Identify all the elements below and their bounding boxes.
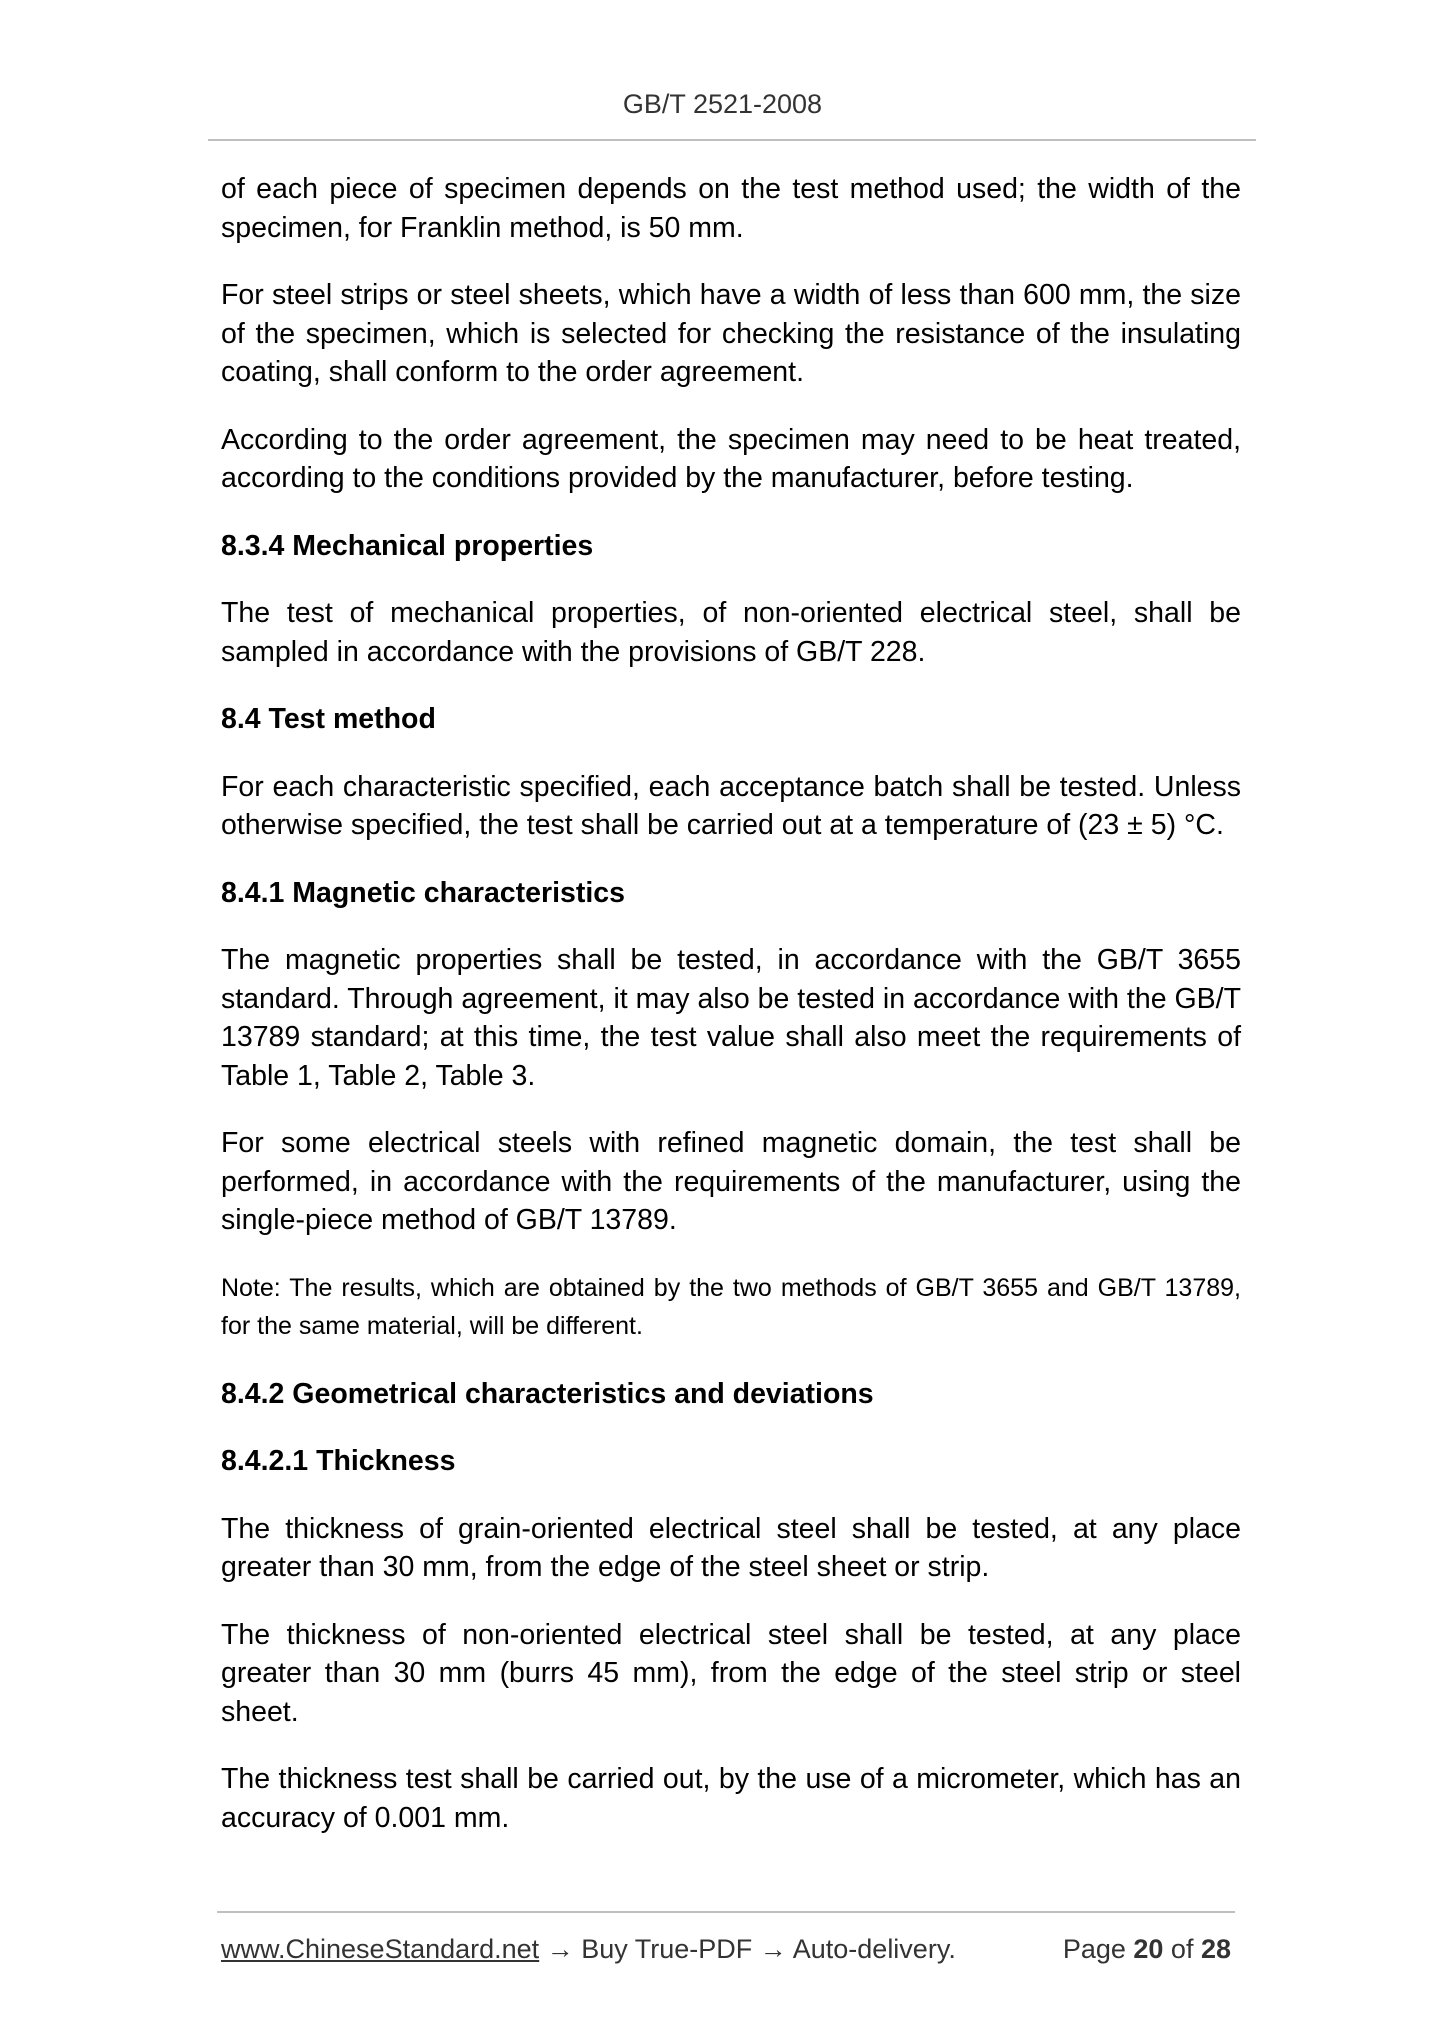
footer-tagline: → Buy True-PDF → Auto-delivery. xyxy=(539,1934,956,1964)
paragraph-grain-oriented-thickness: The thickness of grain-oriented electrical steel shall be tested, at any place greater than 30 mm, from the edge of the steel sheet or strip. xyxy=(221,1512,1241,1583)
paragraph-test-temperature: For each characteristic specified, each acceptance batch shall be tested. Unless otherwise specified, the test shall be carried out at a temperature of (23 ± 5) °C. xyxy=(221,770,1241,841)
paragraph-magnetic-tests: The magnetic properties shall be tested, in accordance with the GB/T 3655 standard. Through agreement, it may also be tested in accordance with the GB/T 13789 standard; at this time, the test value shall also meet the requirements of Table 1, Table 2, Table 3. xyxy=(221,944,1241,1092)
footer-promo xyxy=(221,1931,956,1967)
heading-8-4-2-1: 8.4.2.1 Thickness xyxy=(221,1445,456,1477)
heading-8-4-1: 8.4.1 Magnetic characteristics xyxy=(221,876,625,909)
heading-8-3-4: 8.3.4 Mechanical properties xyxy=(221,529,594,562)
heading-8-4-2: 8.4.2 Geometrical characteristics and deviations xyxy=(221,1377,874,1410)
paragraph-micrometer: The thickness test shall be carried out, by the use of a micrometer, which has an accuracy of 0.001 mm. xyxy=(221,1763,1241,1834)
page-label: Page xyxy=(1062,1934,1134,1964)
paragraph-refined-domain: For some electrical steels with refined magnetic domain, the test shall be performed, in accordance with the requirements of the manufacturer, using the single-piece method of GB/T 13789. xyxy=(221,1127,1241,1236)
document-body xyxy=(221,170,1241,1866)
header-divider xyxy=(208,139,1256,141)
page-current: 20 xyxy=(1133,1934,1164,1964)
footer-divider xyxy=(217,1911,1235,1913)
website-link[interactable]: www.ChineseStandard.net xyxy=(221,1934,540,1964)
paragraph-specimen-width: of each piece of specimen depends on the test method used; the width of the specimen, for Franklin method, is 50 mm. xyxy=(221,173,1241,244)
paragraph-narrow-strips: For steel strips or steel sheets, which have a width of less than 600 mm, the size of the specimen, which is selected for checking the resistance of the insulating coating, shall conform to the order agreement. xyxy=(221,279,1241,388)
paragraph-non-oriented-thickness: The thickness of non-oriented electrical steel shall be tested, at any place greater than 30 mm (burrs 45 mm), from the edge of the steel strip or steel sheet. xyxy=(221,1618,1241,1728)
paragraph-mechanical-properties: The test of mechanical properties, of non-oriented electrical steel, shall be sampled in accordance with the provisions of GB/T 228. xyxy=(221,597,1241,668)
page-header: GB/T 2521-2008 xyxy=(622,89,823,119)
paragraph-heat-treatment: According to the order agreement, the specimen may need to be heat treated, according to the conditions provided by the manufacturer, before testing. xyxy=(221,423,1241,494)
page-number xyxy=(1063,1931,1231,1967)
page-total: 28 xyxy=(1200,1934,1231,1964)
note-method-difference: Note: The results, which are obtained by the two methods of GB/T 3655 and GB/T 13789, for the same material, will be different. xyxy=(221,1273,1241,1340)
heading-8-4: 8.4 Test method xyxy=(221,703,436,735)
page-of-label: of xyxy=(1163,1934,1201,1964)
